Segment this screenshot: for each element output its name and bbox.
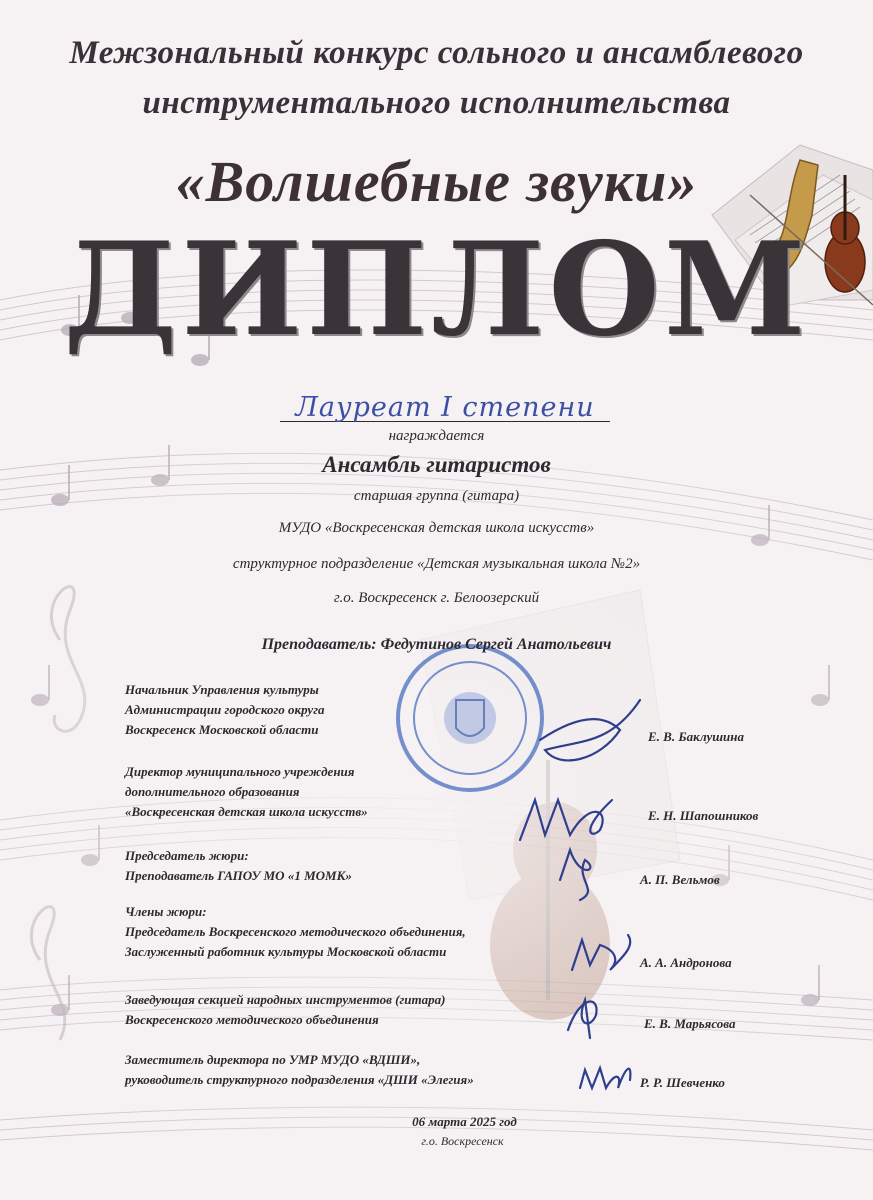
signatory-6-name: Р. Р. Шевченко — [640, 1075, 725, 1090]
signatory-2-line: «Воскресенская детская школа искусств» — [125, 804, 368, 819]
signatory-4-line: Заслуженный работник культуры Московской области — [125, 944, 447, 959]
contest-title-line-1: Межзональный конкурс сольного и ансамблевого — [69, 35, 804, 71]
degree-line — [280, 392, 610, 422]
signatory-1-name: Е. В. Баклушина — [648, 729, 744, 744]
signatory-1-line: Начальник Управления культуры — [125, 682, 319, 697]
teacher-line — [0, 636, 873, 654]
diploma-title: ДИПЛОМ — [63, 215, 810, 365]
recipient-name: Ансамбль гитаристов — [322, 452, 551, 477]
signatory-3-title — [125, 846, 535, 886]
signatory-3-line: Преподаватель ГАПОУ МО «1 МОМК» — [125, 868, 352, 883]
signatory-4-line: Члены жюри: — [125, 904, 207, 919]
signatory-2-title — [125, 762, 535, 822]
signatory-1-title — [125, 680, 535, 740]
signatory-4-line: Председатель Воскресенского методического объединения, — [125, 924, 466, 939]
signatory-5-title — [125, 990, 535, 1030]
signatory-5-name: Е. В. Марьясова — [644, 1016, 736, 1031]
signatory-6-title — [125, 1050, 535, 1090]
school-line: МУДО «Воскресенская детская школа искусств» — [278, 520, 595, 536]
awarded-label: награждается — [388, 428, 485, 444]
contest-name: «Волшебные звуки» — [175, 149, 698, 214]
signatory-2-name: Е. Н. Шапошников — [648, 808, 759, 823]
signatory-4-title — [125, 902, 535, 962]
signatory-5-line: Воскресенского методического объединения — [125, 1012, 379, 1027]
signatory-4-name: А. А. Андронова — [640, 955, 732, 970]
signatory-3-line: Председатель жюри: — [125, 848, 249, 863]
division-line: структурное подразделение «Детская музыкальная школа №2» — [232, 556, 641, 572]
signatory-2-line: Директор муниципального учреждения — [125, 764, 355, 779]
degree-handwritten: Лауреат I степени — [295, 392, 595, 423]
signatory-5-line: Заведующая секцией народных инструментов (гитара) — [125, 992, 446, 1007]
issue-date: 06 марта 2025 год — [412, 1114, 517, 1129]
contest-title-line-2: инструментального исполнительства — [142, 85, 731, 121]
teacher-label: Преподаватель: — [261, 636, 377, 653]
signatory-1-line: Воскресенск Московской области — [125, 722, 319, 737]
teacher-name: Федутинов Сергей Анатольевич — [380, 636, 612, 653]
signatory-6-line: руководитель структурного подразделения «ДШИ «Элегия» — [125, 1072, 474, 1087]
signatory-3-name: А. П. Вельмов — [640, 872, 720, 887]
locality-line: г.о. Воскресенск г. Белоозерский — [333, 590, 540, 606]
signatory-6-line: Заместитель директора по УМР МУДО «ВДШИ», — [125, 1052, 421, 1067]
issue-city: г.о. Воскресенск — [421, 1134, 504, 1148]
signatory-1-line: Администрации городского округа — [125, 702, 325, 717]
group-line: старшая группа (гитара) — [353, 488, 520, 504]
signatory-2-line: дополнительного образования — [125, 784, 300, 799]
